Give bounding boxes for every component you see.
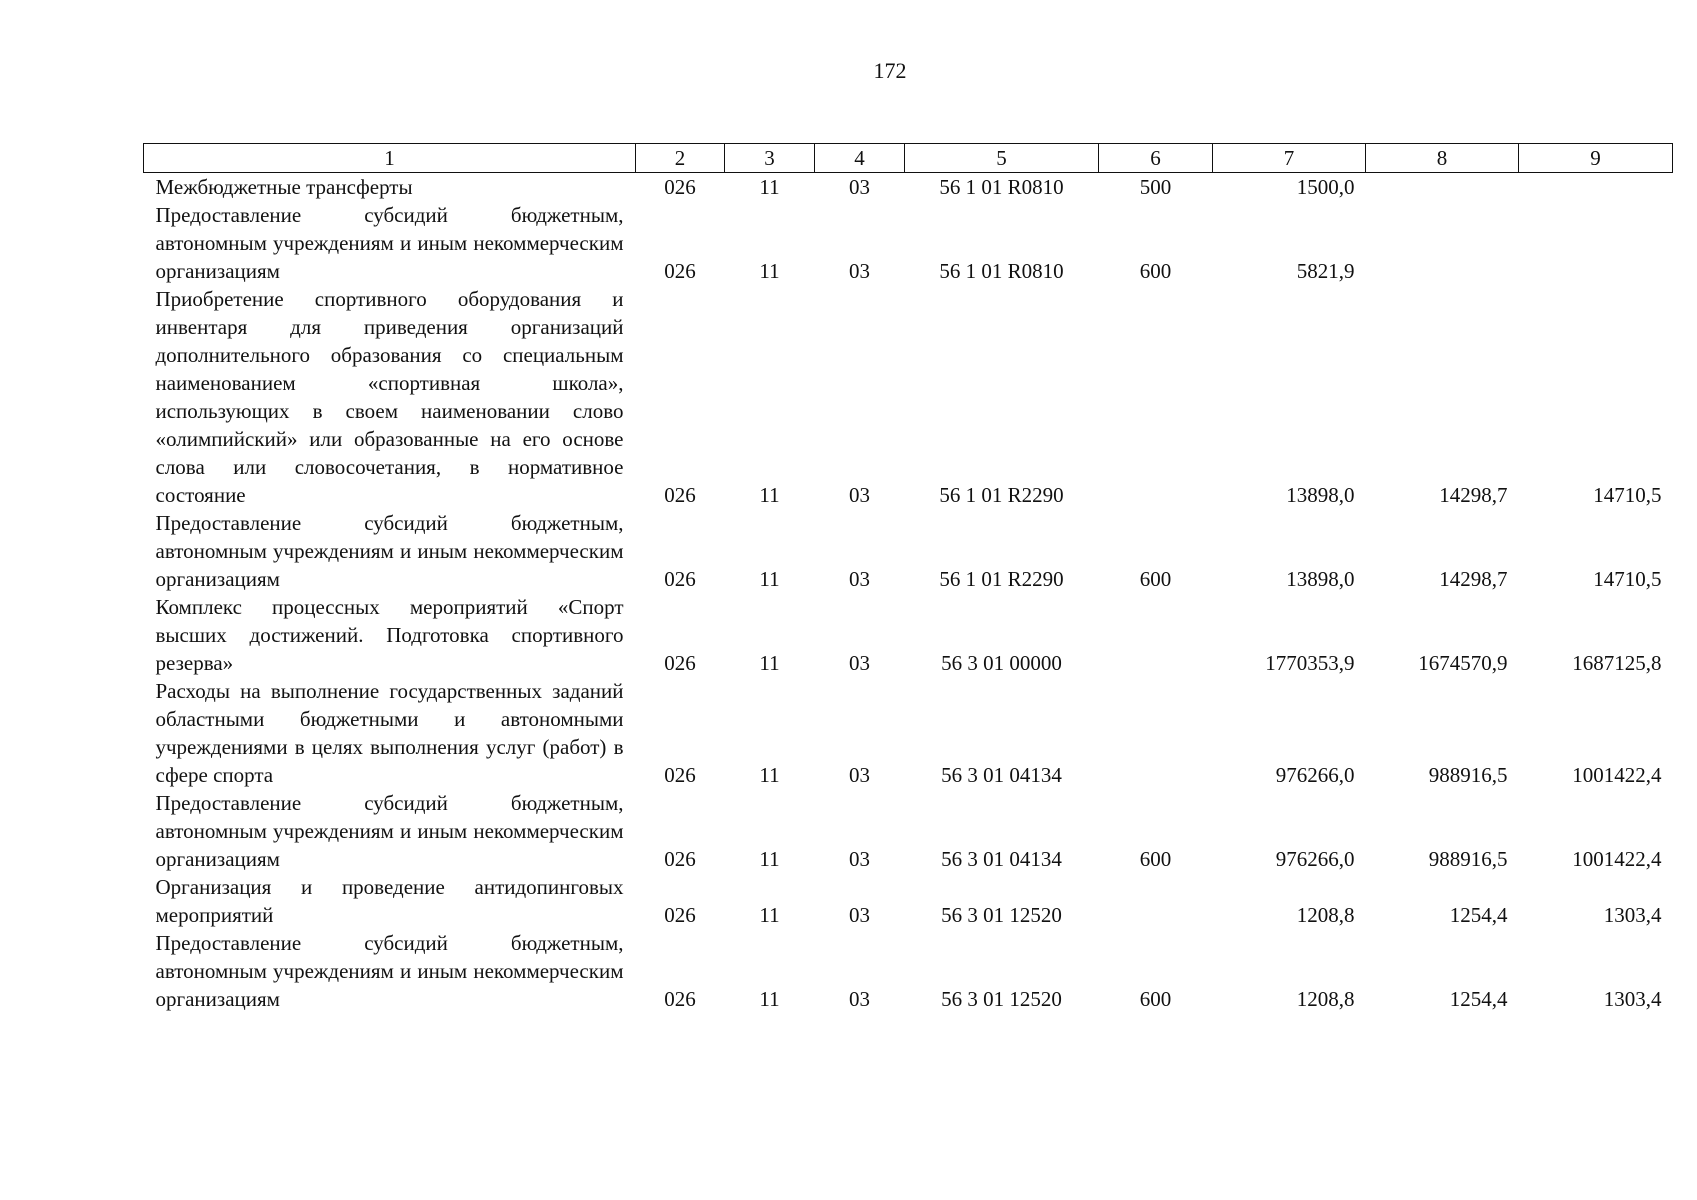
row-value-8: 1254,4 xyxy=(1449,903,1508,927)
row-code-6: 600 xyxy=(1139,567,1172,591)
row-code-3: 11 xyxy=(759,903,780,927)
row-value-9: 1001422,4 xyxy=(1572,847,1662,871)
row-name: Предоставление субсидий бюджетным, автономным учреждениям и иным некоммерческим организациям xyxy=(155,203,624,283)
header-col-6: 6 xyxy=(1099,144,1213,173)
row-code-4: 03 xyxy=(849,763,870,787)
row-code-5: 56 3 01 04134 xyxy=(941,763,1062,787)
row-value-7: 976266,0 xyxy=(1275,847,1355,871)
row-name: Расходы на выполнение государственных заданий областными бюджетными и автономными учреждениями в целях выполнения услуг (работ) в сфере спорта xyxy=(155,679,624,787)
row-code-6 xyxy=(1099,593,1213,677)
row-code-2: 026 xyxy=(664,567,696,591)
row-value-8 xyxy=(1366,173,1519,202)
table-row xyxy=(144,509,1673,593)
row-code-2: 026 xyxy=(664,763,696,787)
row-code-5: 56 1 01 R2290 xyxy=(939,483,1064,507)
row-code-6: 600 xyxy=(1139,847,1172,871)
table-row xyxy=(144,789,1673,873)
row-value-8: 1674570,9 xyxy=(1418,651,1508,675)
header-col-8: 8 xyxy=(1366,144,1519,173)
page-number: 172 xyxy=(873,58,907,83)
row-code-2: 026 xyxy=(664,847,696,871)
row-code-5: 56 3 01 00000 xyxy=(941,651,1062,675)
budget-table xyxy=(143,143,1673,1013)
row-code-3: 11 xyxy=(759,175,780,199)
row-code-5: 56 3 01 12520 xyxy=(941,903,1062,927)
row-code-4: 03 xyxy=(849,847,870,871)
row-code-3: 11 xyxy=(759,483,780,507)
row-name: Предоставление субсидий бюджетным, автономным учреждениям и иным некоммерческим организациям xyxy=(155,791,624,871)
row-value-7: 1770353,9 xyxy=(1265,651,1355,675)
header-col-3: 3 xyxy=(725,144,815,173)
row-code-2: 026 xyxy=(664,483,696,507)
row-code-6 xyxy=(1099,677,1213,789)
row-name: Приобретение спортивного оборудования и инвентаря для приведения организаций дополнительного образования со специальным наименованием «спортивная школа», использующих в своем наименовании слово «олимпийский» или образованные на его основе слова или словосочетания, в нормативное состояние xyxy=(155,287,624,507)
row-value-8: 1254,4 xyxy=(1449,987,1508,1011)
header-row xyxy=(144,144,1673,173)
row-value-7: 5821,9 xyxy=(1296,259,1355,283)
header-col-2: 2 xyxy=(636,144,725,173)
header-col-1: 1 xyxy=(144,144,636,173)
row-code-6 xyxy=(1099,285,1213,509)
row-value-9 xyxy=(1519,201,1673,285)
row-value-8 xyxy=(1366,201,1519,285)
row-value-9: 1001422,4 xyxy=(1572,763,1662,787)
row-code-2: 026 xyxy=(664,175,696,199)
header-col-5: 5 xyxy=(905,144,1099,173)
row-name: Организация и проведение антидопинговых мероприятий xyxy=(155,875,624,927)
row-value-7: 1500,0 xyxy=(1296,175,1355,199)
row-code-2: 026 xyxy=(664,651,696,675)
row-value-9: 14710,5 xyxy=(1593,567,1662,591)
row-code-4: 03 xyxy=(849,567,870,591)
row-code-3: 11 xyxy=(759,763,780,787)
row-value-9: 1303,4 xyxy=(1603,903,1662,927)
row-code-6: 600 xyxy=(1139,987,1172,1011)
row-value-8: 14298,7 xyxy=(1439,483,1508,507)
row-code-3: 11 xyxy=(759,987,780,1011)
row-value-7: 13898,0 xyxy=(1286,567,1355,591)
row-code-4: 03 xyxy=(849,259,870,283)
row-code-3: 11 xyxy=(759,567,780,591)
table-row xyxy=(144,929,1673,1013)
row-code-6 xyxy=(1099,873,1213,929)
row-code-4: 03 xyxy=(849,903,870,927)
row-code-5: 56 1 01 R0810 xyxy=(939,175,1064,199)
row-value-7: 13898,0 xyxy=(1286,483,1355,507)
row-code-3: 11 xyxy=(759,259,780,283)
row-code-2: 026 xyxy=(664,259,696,283)
row-code-5: 56 1 01 R2290 xyxy=(939,567,1064,591)
table-row xyxy=(144,173,1673,202)
header-col-7: 7 xyxy=(1213,144,1366,173)
row-code-4: 03 xyxy=(849,651,870,675)
table-row xyxy=(144,873,1673,929)
table-row xyxy=(144,677,1673,789)
row-value-7: 976266,0 xyxy=(1275,763,1355,787)
row-name: Комплекс процессных мероприятий «Спорт высших достижений. Подготовка спортивного резерва» xyxy=(155,595,624,675)
row-value-8: 988916,5 xyxy=(1428,763,1508,787)
row-name: Предоставление субсидий бюджетным, автономным учреждениям и иным некоммерческим организациям xyxy=(155,931,624,1011)
row-value-9: 1687125,8 xyxy=(1572,651,1662,675)
row-value-9: 1303,4 xyxy=(1603,987,1662,1011)
row-code-6: 600 xyxy=(1139,259,1172,283)
row-code-3: 11 xyxy=(759,651,780,675)
row-code-4: 03 xyxy=(849,987,870,1011)
row-code-4: 03 xyxy=(849,175,870,199)
table-row xyxy=(144,593,1673,677)
row-value-8: 988916,5 xyxy=(1428,847,1508,871)
row-code-4: 03 xyxy=(849,483,870,507)
row-name: Межбюджетные трансферты xyxy=(155,175,413,199)
row-value-7: 1208,8 xyxy=(1296,903,1355,927)
row-code-5: 56 3 01 04134 xyxy=(941,847,1062,871)
table-row xyxy=(144,285,1673,509)
row-code-5: 56 3 01 12520 xyxy=(941,987,1062,1011)
row-code-6: 500 xyxy=(1139,175,1172,199)
row-code-2: 026 xyxy=(664,987,696,1011)
row-code-3: 11 xyxy=(759,847,780,871)
row-value-9: 14710,5 xyxy=(1593,483,1662,507)
row-value-9 xyxy=(1519,173,1673,202)
header-col-9: 9 xyxy=(1519,144,1673,173)
row-value-7: 1208,8 xyxy=(1296,987,1355,1011)
table-row xyxy=(144,201,1673,285)
row-value-8: 14298,7 xyxy=(1439,567,1508,591)
row-code-2: 026 xyxy=(664,903,696,927)
row-code-5: 56 1 01 R0810 xyxy=(939,259,1064,283)
row-name: Предоставление субсидий бюджетным, автономным учреждениям и иным некоммерческим организациям xyxy=(155,511,624,591)
header-col-4: 4 xyxy=(815,144,905,173)
